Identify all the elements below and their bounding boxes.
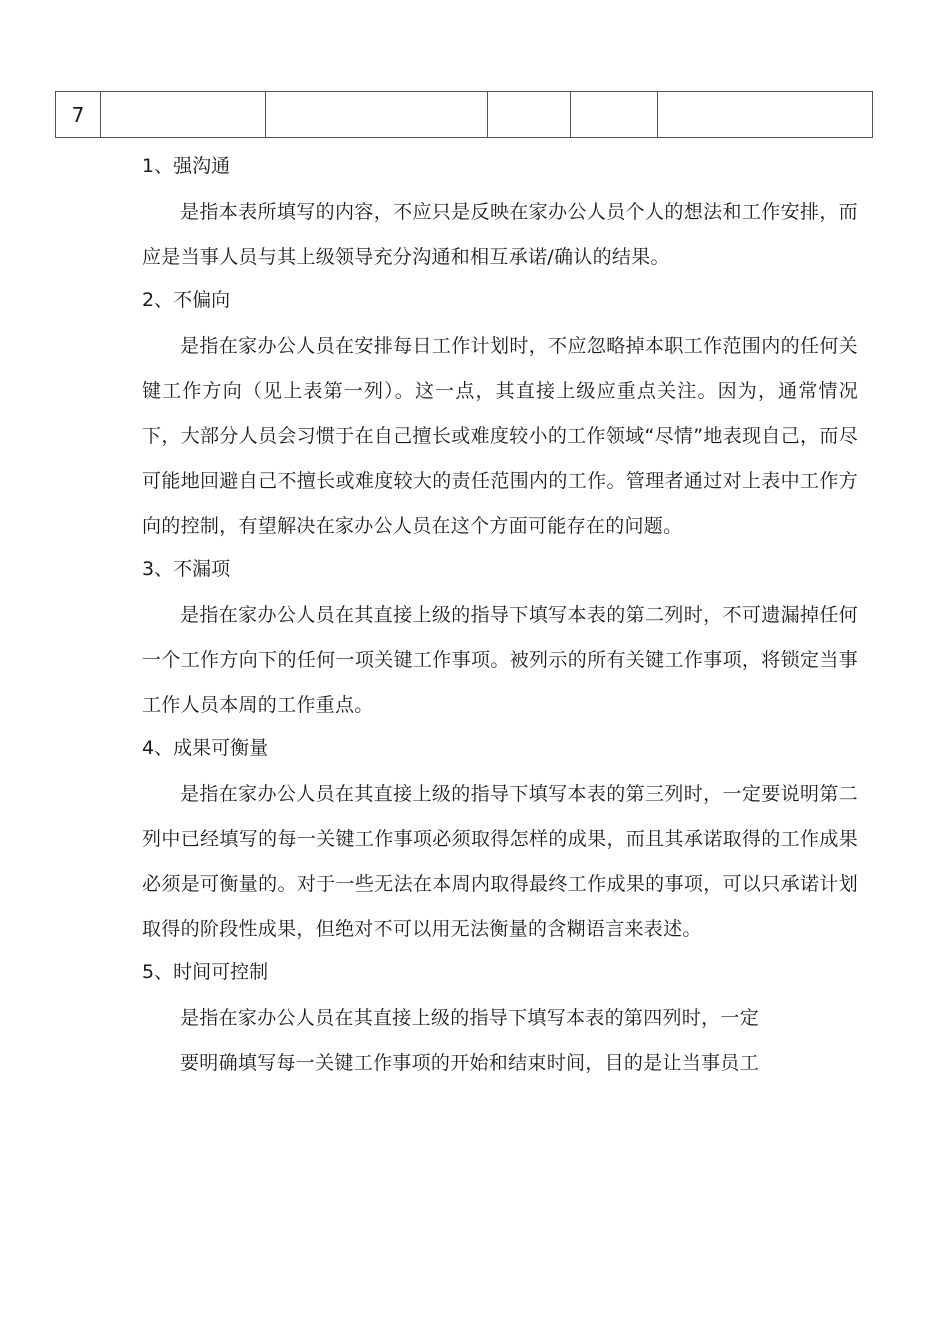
section-heading: 2、不偏向 — [142, 289, 231, 311]
table-cell — [658, 92, 873, 138]
section-heading: 5、时间可控制 — [142, 961, 269, 983]
section-paragraph: 是指在家办公人员在安排每日工作计划时，不应忽略掉本职工作范围内的任何关键工作方向（见上表第一列）。这一点，其直接上级应重点关注。因为，通常情况下，大部分人员会习惯于在自己擅长或难度较小的工作领域“尽情”地表现自己，而尽可能地回避自己不擅长或难度较大的责任范围内的工作。管理者通过对上表中工作方向的控制，有望解决在家办公人员在这个方面可能存在的问题。 — [142, 335, 858, 537]
document-body — [142, 148, 858, 1086]
section-heading: 1、强沟通 — [142, 155, 231, 177]
table-cell — [266, 92, 488, 138]
table-cell — [571, 92, 658, 138]
row-number-cell: 7 — [56, 92, 101, 138]
section-no-omission — [142, 551, 858, 728]
section-heading: 3、不漏项 — [142, 558, 231, 580]
section-no-bias — [142, 282, 858, 549]
section-measurable-results — [142, 730, 858, 952]
section-paragraph: 是指在家办公人员在其直接上级的指导下填写本表的第三列时，一定要说明第二列中已经填写的每一关键工作事项必须取得怎样的成果，而且其承诺取得的工作成果必须是可衡量的。对于一些无法在本周内取得最终工作成果的事项，可以只承诺计划取得的阶段性成果，但绝对不可以用无法衡量的含糊语言来表述。 — [142, 783, 858, 940]
section-paragraph: 是指在家办公人员在其直接上级的指导下填写本表的第二列时，不可遗漏掉任何一个工作方向下的任何一项关键工作事项。被列示的所有关键工作事项，将锁定当事工作人员本周的工作重点。 — [142, 604, 858, 716]
section-heading: 4、成果可衡量 — [142, 737, 269, 759]
section-paragraph: 是指在家办公人员在其直接上级的指导下填写本表的第四列时，一定 — [180, 1007, 760, 1029]
table-cell — [488, 92, 571, 138]
section-time-control — [142, 954, 858, 1086]
section-paragraph-continued: 要明确填写每一关键工作事项的开始和结束时间，目的是让当事员工 — [180, 1052, 760, 1074]
section-strong-communication — [142, 148, 858, 280]
table-cell — [101, 92, 266, 138]
schedule-table — [55, 91, 873, 138]
table-row — [56, 92, 873, 138]
section-paragraph: 是指本表所填写的内容，不应只是反映在家办公人员个人的想法和工作安排，而应是当事人员与其上级领导充分沟通和相互承诺/确认的结果。 — [142, 201, 858, 268]
